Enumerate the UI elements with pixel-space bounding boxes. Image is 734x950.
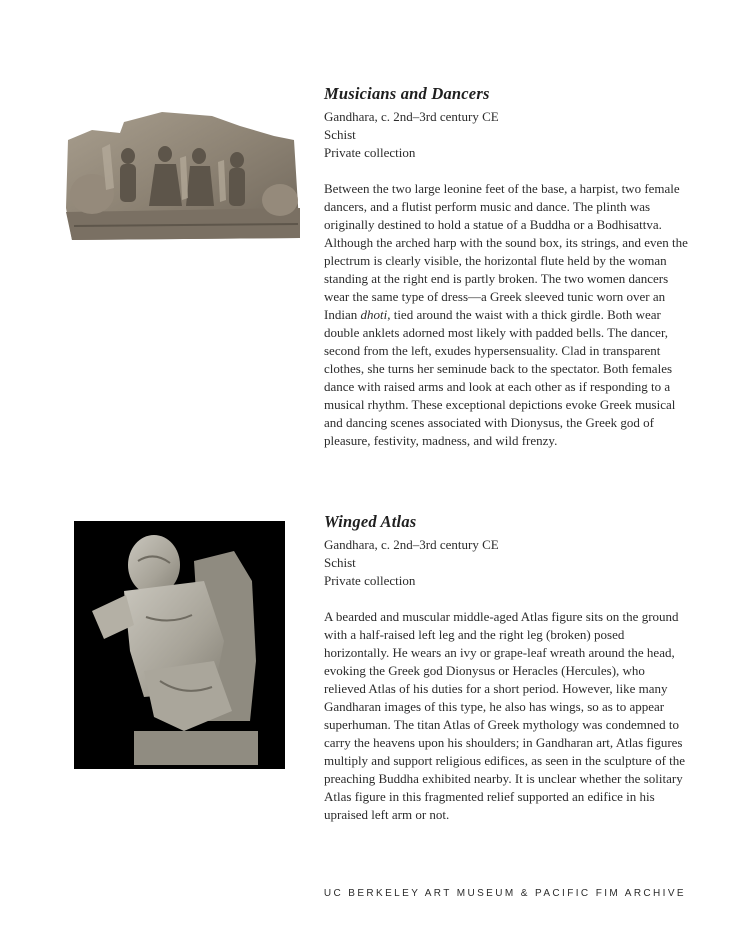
artwork-material: Schist <box>324 555 356 570</box>
musicians-text-column <box>324 84 688 463</box>
atlas-sculpture-image <box>74 521 285 769</box>
artwork-title: Winged Atlas <box>324 512 417 531</box>
artwork-origin: Gandhara, c. 2nd–3rd century CE <box>324 109 499 124</box>
relief-image <box>62 88 302 242</box>
artwork-collection: Private collection <box>324 145 416 160</box>
musicians-relief-photo <box>62 88 302 242</box>
atlas-text-column <box>324 512 688 837</box>
artwork-description: A bearded and muscular middle-aged Atlas figure sits on the ground with a half-raised left leg and the right leg (broken) posed horizontally. He wears an ivy or grape-leaf wreath around the head, evoking the Greek god Dionysus or Heracles (Hercules), who relieved Atlas of his duties for a short period. However, like many Gandharan images of this type, he also has wings, so as to appear superhuman. The titan Atlas of Greek mythology was condemned to carry the heavens upon his shoulders; in Gandharan art, Atlas figures multiply and support religious edifices, as seen in the sculpture of the preaching Buddha exhibited nearby. It is unclear whether the solitary Atlas figure in this fragmented relief supported an edifice in his upraised left arm or not. <box>324 609 686 822</box>
artwork-collection: Private collection <box>324 573 416 588</box>
artwork-material: Schist <box>324 127 356 142</box>
description-italic-term: dhoti <box>360 307 388 322</box>
description-text: Between the two large leonine feet of the base, a harpist, two female dancers, and a flutist perform music and dance. The plinth was originally destined to hold a statue of a Buddha or a Bodhisattva. Although the arched harp with the sound box, its strings, and even the plectrum is clearly visible, the horizontal flute held by the woman standing at the right end is partly broken. The two women dancers wear the same type of dress—a Greek sleeved tunic worn over an Indian <box>324 181 688 322</box>
winged-atlas-photo <box>74 521 285 769</box>
artwork-description <box>324 180 688 450</box>
artwork-title: Musicians and Dancers <box>324 84 490 103</box>
page-footer: UC BERKELEY ART MUSEUM & PACIFIC FIM ARCHIVE <box>323 888 686 899</box>
artwork-origin: Gandhara, c. 2nd–3rd century CE <box>324 537 499 552</box>
description-text: , tied around the waist with a thick girdle. Both wear double anklets adorned most likely with padded bells. The dancer, second from the left, exudes hypersensuality. Clad in transparent clothes, she turns her seminude back to the spectator. Both females dance with raised arms and look at each other as if responding to a musical rhythm. These exceptional depictions evoke Greek musical and dancing scenes associated with Dionysus, the Greek god of pleasure, festivity, madness, and wild frenzy. <box>324 307 676 448</box>
